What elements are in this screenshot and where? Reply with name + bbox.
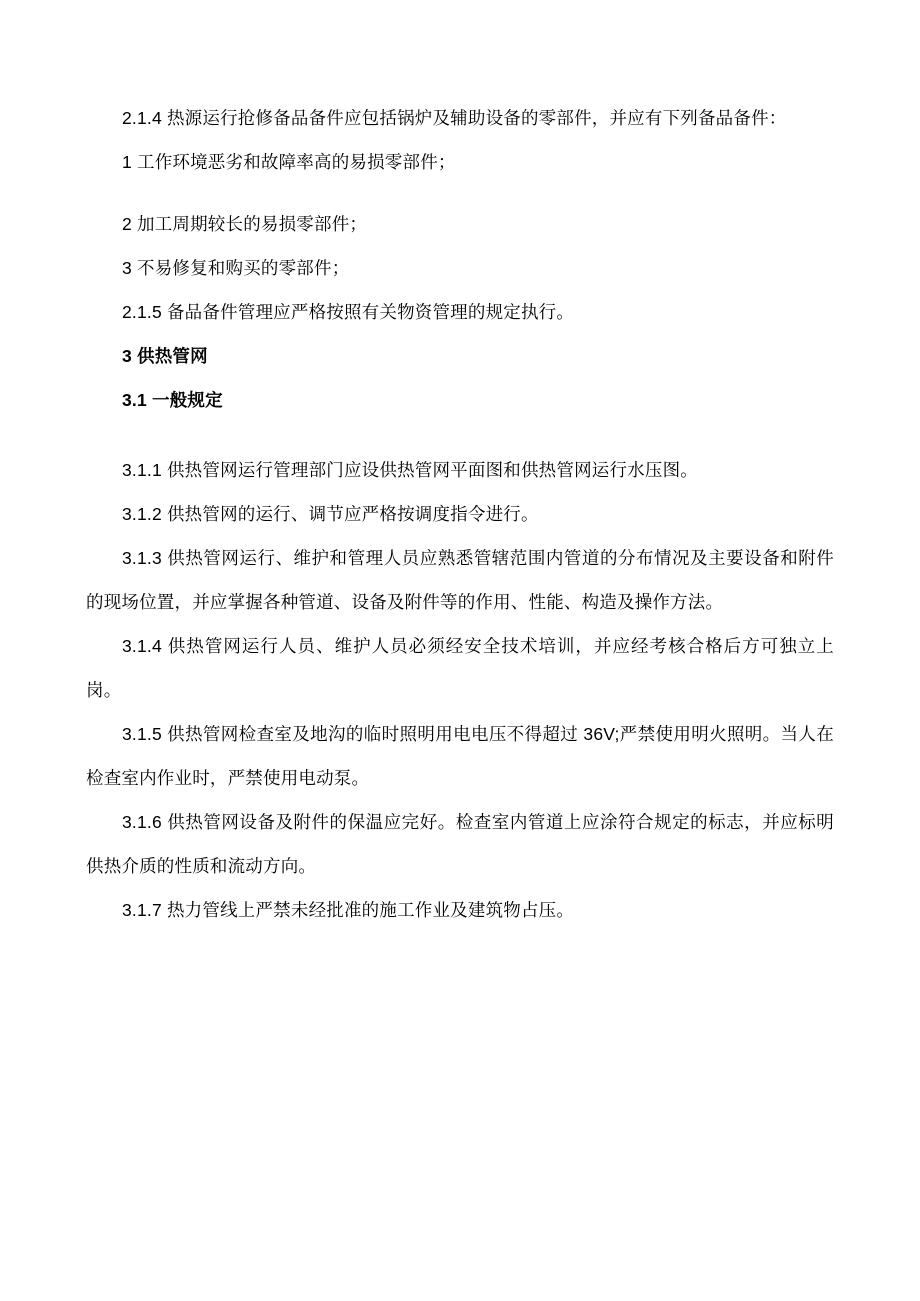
paragraph-item-1: 1 工作环境恶劣和故障率高的易损零部件； <box>122 152 456 172</box>
paragraph-clause-3-1-6: 3.1.6 供热管网设备及附件的保温应完好。检查室内管道上应涂符合规定的标志，并应标明供热介质的性质和流动方向。 <box>86 812 834 876</box>
paragraph-clause-3-1-4: 3.1.4 供热管网运行人员、维护人员必须经安全技术培训，并应经考核合格后方可独立上岗。 <box>86 636 834 700</box>
paragraph-item-3: 3 不易修复和购买的零部件； <box>122 258 350 278</box>
paragraph-spacer <box>86 422 834 448</box>
paragraph-clause-3-1-3: 3.1.3 供热管网运行、维护和管理人员应熟悉管辖范围内管道的分布情况及主要设备和附件的现场位置，并应掌握各种管道、设备及附件等的作用、性能、构造及操作方法。 <box>86 548 834 612</box>
paragraph-clause-2-1-5: 2.1.5 备品备件管理应严格按照有关物资管理的规定执行。 <box>122 302 575 322</box>
paragraph-clause-2-1-4: 2.1.4 热源运行抢修备品备件应包括锅炉及辅助设备的零部件，并应有下列备品备件： <box>122 108 787 128</box>
document-body <box>86 96 834 932</box>
paragraph-clause-3-1-7: 3.1.7 热力管线上严禁未经批准的施工作业及建筑物占压。 <box>122 900 575 920</box>
paragraph-item-2: 2 加工周期较长的易损零部件； <box>122 214 368 234</box>
paragraph-clause-3-1-1: 3.1.1 供热管网运行管理部门应设供热管网平面图和供热管网运行水压图。 <box>122 460 698 480</box>
paragraph-clause-3-1-5: 3.1.5 供热管网检查室及地沟的临时照明用电电压不得超过 36V;严禁使用明火照明。当人在检查室内作业时，严禁使用电动泵。 <box>86 724 834 788</box>
paragraph-clause-3-1-2: 3.1.2 供热管网的运行、调节应严格按调度指令进行。 <box>122 504 539 524</box>
heading-section-3-1: 3.1 一般规定 <box>122 390 223 410</box>
paragraph-spacer <box>86 184 834 202</box>
heading-section-3: 3 供热管网 <box>122 346 208 366</box>
